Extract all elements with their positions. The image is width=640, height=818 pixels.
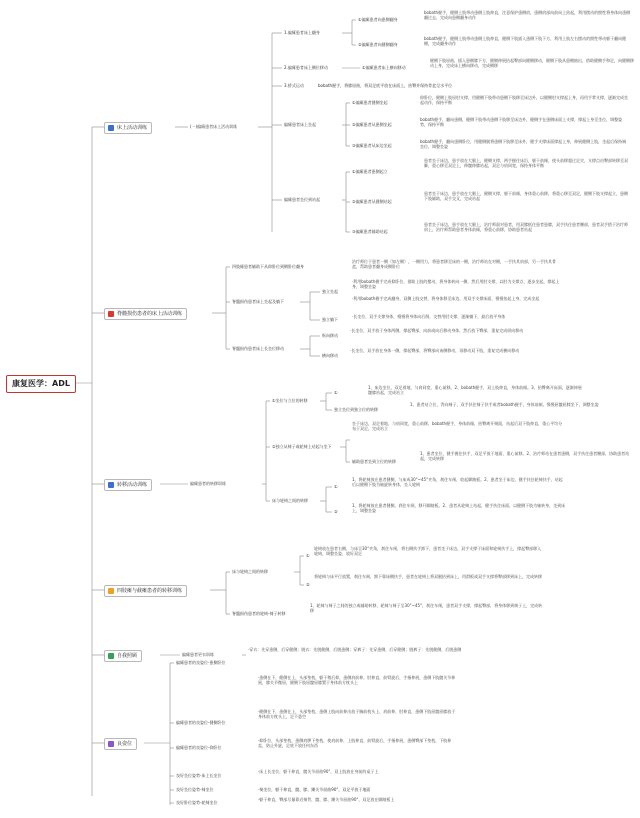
- text-independent-sit-up-2: ·利用bobath握手完成翻身，双侧上肢交替，将身体移至床边，用双手支撑床面，慢慢抬起上身，完成坐起: [352, 296, 540, 301]
- text-stand-affected: 患者坐于床边，患手放在大腿上，健侧支撑，两手握住床沿，躯干前倾，使头前移超过足尖，支撑点由臀部转移至双脚，重心移至双足上，伸髋伸膝站起，双足与肩同宽，保持身体平衡: [424, 158, 628, 169]
- text-posture-affected-side: ·患侧在下，健侧在上，头部垫枕，躯干稍后仰，患侧肩前伸，肘伸直，前臂旋后，手指伸展，患侧下肢髋关节伸展，膝关节微屈，健侧下肢屈髋屈膝置于身体前方枕头上: [258, 675, 456, 686]
- node-sit-to-stand: 偏瘫患者坐位到站起: [284, 197, 320, 202]
- bed-icon: [108, 125, 114, 131]
- node-stand-assisted: ③偏瘫患者辅助站起: [352, 229, 388, 234]
- node-sit-up-affected: ②偏瘫患者从患侧坐起: [352, 122, 392, 127]
- posture-icon: [108, 741, 114, 747]
- text-sit-up-affected: bobath握手，翻向患侧，健侧下肢带动患侧下肢移至床边外，健侧手在患侧床面上支撑，撑起上身至坐位，调整姿势，保持平衡: [420, 117, 623, 128]
- branch-label: 脊髓损伤患者的床上活动训练: [117, 311, 183, 317]
- branch-bed-activity[interactable]: [104, 122, 152, 134]
- branch-label: 良姿位: [117, 741, 133, 747]
- node-assisted-sit-stand: 辅助患者坐到立位的转移: [352, 459, 396, 464]
- text-dressing-training: ·穿衣：先穿患侧，后穿健侧；脱衣：先脱健侧，后脱患侧；穿裤子：先穿患侧，后穿健侧；脱裤子：先脱健侧，后脱患侧: [248, 647, 462, 652]
- node-bed-wheelchair-2: ②: [334, 509, 338, 514]
- text-posture-supine: ·仰卧位，头部垫枕，患侧肩胛下垫枕，使肩前伸，上肢伸直，前臂旋后，手指伸展，患侧臀部下垫枕，下肢伸直，防止外旋，足底不放任何东西: [258, 738, 452, 749]
- node-lateral-move-sub: ①偏瘫患者床上横向移动: [362, 65, 406, 70]
- node-quadriplegia-roll: 四肢瘫患者辅助下从仰卧位到侧卧位翻身: [232, 264, 304, 269]
- node-sit-stand-2: 独立坐位到独立位的转移: [334, 407, 378, 412]
- text-bed-wheelchair-2: 1、将轮椅放在患者健侧，刹住车闸，移开脚踏板。2、患者从轮椅上站起，健手扶住床面，以健侧下肢为轴转身，坐到床上，调整坐姿: [352, 503, 566, 514]
- text-sit-up-healthy: 仰卧位，健侧上肢屈肘支撑，用健侧下肢带动患侧下肢移至床边外，以健侧肘支撑起上身，再用手掌支撑，逐渐完成坐起动作，保持平衡: [420, 95, 628, 106]
- branch-sci-bed-activity[interactable]: [104, 308, 187, 320]
- node-independent-lie-down: 独立躺下: [322, 317, 338, 322]
- text-chair-sitting: ·椅坐位，躯干伸直，髋、膝、踝关节屈曲90°，双足平放于地面: [258, 787, 371, 792]
- text-sit-stand-2: 1、患者站立位，背向椅子，双手扶住椅子扶手或者bobath握手，身体前倾，慢慢屈髋屈膝坐下，调整坐姿: [410, 402, 599, 407]
- node-dressing-training: 偏瘫患者更衣训练: [182, 652, 214, 657]
- text-quadriplegia-roll: 治疗师位于患者一侧（如左侧），一侧用力，将患者移至床的一侧，治疗师站在对侧，一手扶其肩部，另一手扶其骨盆，帮助患者翻身成侧卧位: [352, 259, 556, 270]
- node-sit-stand-transfer: ①坐位与立位的转移: [272, 398, 308, 403]
- node-sit-up: 偏瘫患者床上坐起: [284, 122, 316, 127]
- text-bed-wheelchair-sci-1: 轮椅放在患者右侧，与床呈30°夹角，刹住车闸，将右侧扶手卸下，患者坐于床边，双手支撑于床面和轮椅扶手上，撑起臀部移入轮椅，调整坐姿，放好双足: [314, 546, 542, 557]
- text-stand-assisted: 患者坐于床边，患手放在大腿上，治疗师面对患者，用双膝抵住患者患膝，双手扶住患者腰部，患者双手搭于治疗师肩上，治疗师帮助患者身体前倾，将重心前移，协助患者站起: [424, 222, 628, 233]
- node-chair-stand-sit: ②独立从椅子或轮椅上站起与坐下: [272, 444, 332, 449]
- node-roll-over: 1.偏瘫患者床上翻身: [284, 30, 320, 35]
- text-long-sitting: ·床上长坐位，躯干伸直，髋关节屈曲90°，双上肢放在身前的桌子上: [258, 769, 379, 774]
- text-chair-stand-sit: 坐于床边，双足着地，与肩同宽，重心前移，bobath握手，身体前倾，抬臀离开椅面，站起后双下肢伸直，重心平均分布于双足，完成站立: [352, 421, 563, 432]
- text-longitudinal-move: ·长坐位，双手放于身体两侧，撑起臀部，向前或向后移动身体，然后放下臀部，重复完成纵向移动: [350, 328, 524, 333]
- text-independent-lie-down: ·长坐位，双手支撑身体，慢慢将身体向后倒，交替用肘支撑，逐渐躺下，最后放平身体: [352, 314, 506, 319]
- text-sit-stand-1: 1、床边坐位，双足着地，与肩同宽，重心前移。2、bobath握手，双上肢伸直，身体前倾。3、抬臀离开床面，逐渐伸展髋膝站起，完成站立: [368, 385, 582, 396]
- text-lateral-move-sci: ·长坐位，双手放在身体一侧，撑起臀部，将臀部向该侧移动，再移动双下肢，重复完成横向移动: [350, 348, 520, 353]
- node-posture-supine: 偏瘫患者的良姿位-仰卧位: [176, 745, 222, 750]
- branch-label: 自我照顾: [117, 653, 138, 659]
- branch-label: 四肢瘫与截瘫患者的转移训练: [117, 588, 183, 594]
- sub-hemiplegia-transfer: 偏瘫患者的转移训练: [190, 481, 226, 486]
- node-lateral-move-sci: 横向移动: [322, 353, 338, 358]
- node-long-sitting-move: 脊髓损伤患者床上长坐位移动: [232, 346, 284, 351]
- text-wheelchair-sitting: ·躯干伸直，臀部尽量靠近椅背，髋、膝、踝关节屈曲90°，双足放在脚踏板上: [258, 797, 395, 802]
- node-sit-up-healthy: ①偏瘫患者健侧坐起: [352, 100, 388, 105]
- text-bed-wheelchair-sci-2: 将轮椅与床平行放置，刹住车闸，卸下靠床侧扶手，患者在轮椅上将双腿抬到床上，用滑板或双手支撑将臀部移到床上，完成转移: [314, 574, 542, 579]
- node-bed-wheelchair: 床与轮椅之间的转移: [272, 498, 308, 503]
- bed-icon: [108, 311, 114, 317]
- person-icon: [108, 653, 114, 659]
- node-posture-healthy-side: 偏瘫患者的良姿位-健侧卧位: [176, 720, 226, 725]
- node-bridge: 3.桥式运动: [284, 83, 304, 88]
- branch-transfer-training[interactable]: [104, 479, 152, 491]
- branch-label: 转移活动训练: [117, 482, 148, 488]
- text-posture-healthy-side: ·健侧在下，患侧在上，头部垫枕，患侧上肢向前伸出放于胸前枕头上，肩前伸，肘伸直，患侧下肢屈髋屈膝放于身体前方枕头上，足不悬空: [258, 709, 456, 720]
- node-sit-up-bedside: ③偏瘫患者从床边坐起: [352, 143, 392, 148]
- root-title: 康复医学：ADL: [6, 375, 76, 393]
- node-long-sitting: 良好坐位姿势-床上长坐位: [176, 773, 222, 778]
- node-posture-affected-side: 偏瘫患者的良姿位-患侧卧位: [176, 660, 226, 665]
- node-lateral-move: 2.偏瘫患者床上侧位移动: [284, 65, 328, 70]
- node-longitudinal-move: 纵向移动: [322, 333, 338, 338]
- text-independent-sit-up: ·利用bobath握手完成仰卧位，借助上肢的摆动，将身体转向一侧，然后用肘支撑，以肘为支撑点，逐步坐起，撑起上身，调整坐姿: [352, 279, 560, 290]
- branch-good-posture[interactable]: [104, 738, 137, 750]
- text-bridge: bobath握手，将膝屈曲，将双足底平放在床面上，抬臀并保持骨盆呈水平位: [318, 83, 453, 88]
- node-sit-stand-1: ①: [334, 390, 338, 395]
- text-roll-healthy: bobath握手，健侧上肢带动患侧上肢伸直，健侧下肢插入患侧下肢下方，利用上肢左右摆动的惯性带动躯干翻向健侧，完成翻身动作: [424, 36, 627, 47]
- text-assisted-sit-stand: 1、患者坐位，健手握住扶手，双足平放于地面，重心前移。2、治疗师站在患者患侧，双手扶住患者腰部，协助患者站起，完成转移: [420, 451, 630, 462]
- node-stand-healthy: ②偏瘫患者从健侧站起: [352, 199, 392, 204]
- branch-label: 床上活动训练: [117, 125, 148, 131]
- node-roll-healthy: ②偏瘫患者向健侧翻身: [358, 42, 398, 47]
- text-bed-wheelchair-1: 1、将轮椅放在患者健侧，与床成30°~45°夹角，刹住车闸，收起脚踏板。2、患者坐于床边，健手扶住轮椅扶手，站起后以健侧下肢为轴旋转身体，坐入轮椅: [352, 477, 563, 488]
- branch-self-care[interactable]: [104, 650, 142, 662]
- node-bed-wheelchair-sci: 床与轮椅之间的转移: [232, 569, 268, 574]
- node-independent-sit-up: 独立坐起: [322, 289, 338, 294]
- node-chair-sitting: 良好坐位姿势-椅坐位: [176, 787, 214, 792]
- node-wheelchair-chair: 脊髓损伤患者的轮椅-椅子转移: [232, 611, 286, 616]
- text-stand-healthy: 患者坐于床边，患手放在大腿上，健侧支撑，躯干前倾，身体重心前移，将重心移至双足，健侧下肢支撑起立，患侧下肢辅助，双手交叉，完成站起: [424, 191, 628, 202]
- node-stand-affected: ①偏瘫患者患侧起立: [352, 169, 388, 174]
- text-wheelchair-chair: 1、轮椅与椅子之间的独立或辅助转移，轮椅与椅子呈30°~45°，刹住车闸，患者双手支撑，撑起臀部，将身体移到椅子上，完成转移: [310, 603, 543, 614]
- node-bed-wheelchair-1: ①: [334, 484, 338, 489]
- node-bed-wheelchair-sci-1: ①: [306, 553, 310, 558]
- text-lateral-move: 健侧下肢屈曲，插入患侧膝下方，健侧伸展抬起臀部向健侧移动，健侧下肢从患侧抽出，借助健侧手和足，向健侧移动上身，完成床上横向移动，完成侧移: [430, 58, 634, 69]
- text-sit-up-bedside: bobath握手，翻向患侧卧位，用健侧腿将患侧下肢移至床外，健手支撑床面撑起上身，伸展健侧上肢，坐起后保持端坐位，调整坐姿: [420, 139, 627, 150]
- node-wheelchair-sitting: 良好卧位姿势-轮椅坐位: [176, 800, 218, 805]
- branch-quadriplegia-transfer[interactable]: [104, 585, 187, 597]
- node-roll-affected: ①偏瘫患者向患侧翻身: [358, 17, 398, 22]
- sub-hemiplegia-bed-training: (一)偏瘫患者床上活动训练: [190, 124, 238, 129]
- node-bed-wheelchair-sci-2: ②: [306, 582, 310, 587]
- transfer-icon: [108, 482, 114, 488]
- transfer-icon: [108, 588, 114, 594]
- text-roll-affected: bobath握手，健侧上肢带动患侧上肢伸直，注意保护患侧肩，患侧肩部向前向上抬起，利用摆动的惯性将身体向患侧翻过去，完成向患侧翻身动作: [424, 10, 631, 21]
- node-sci-sit-lie: 脊髓损伤患者床上坐起及躺下: [232, 299, 284, 304]
